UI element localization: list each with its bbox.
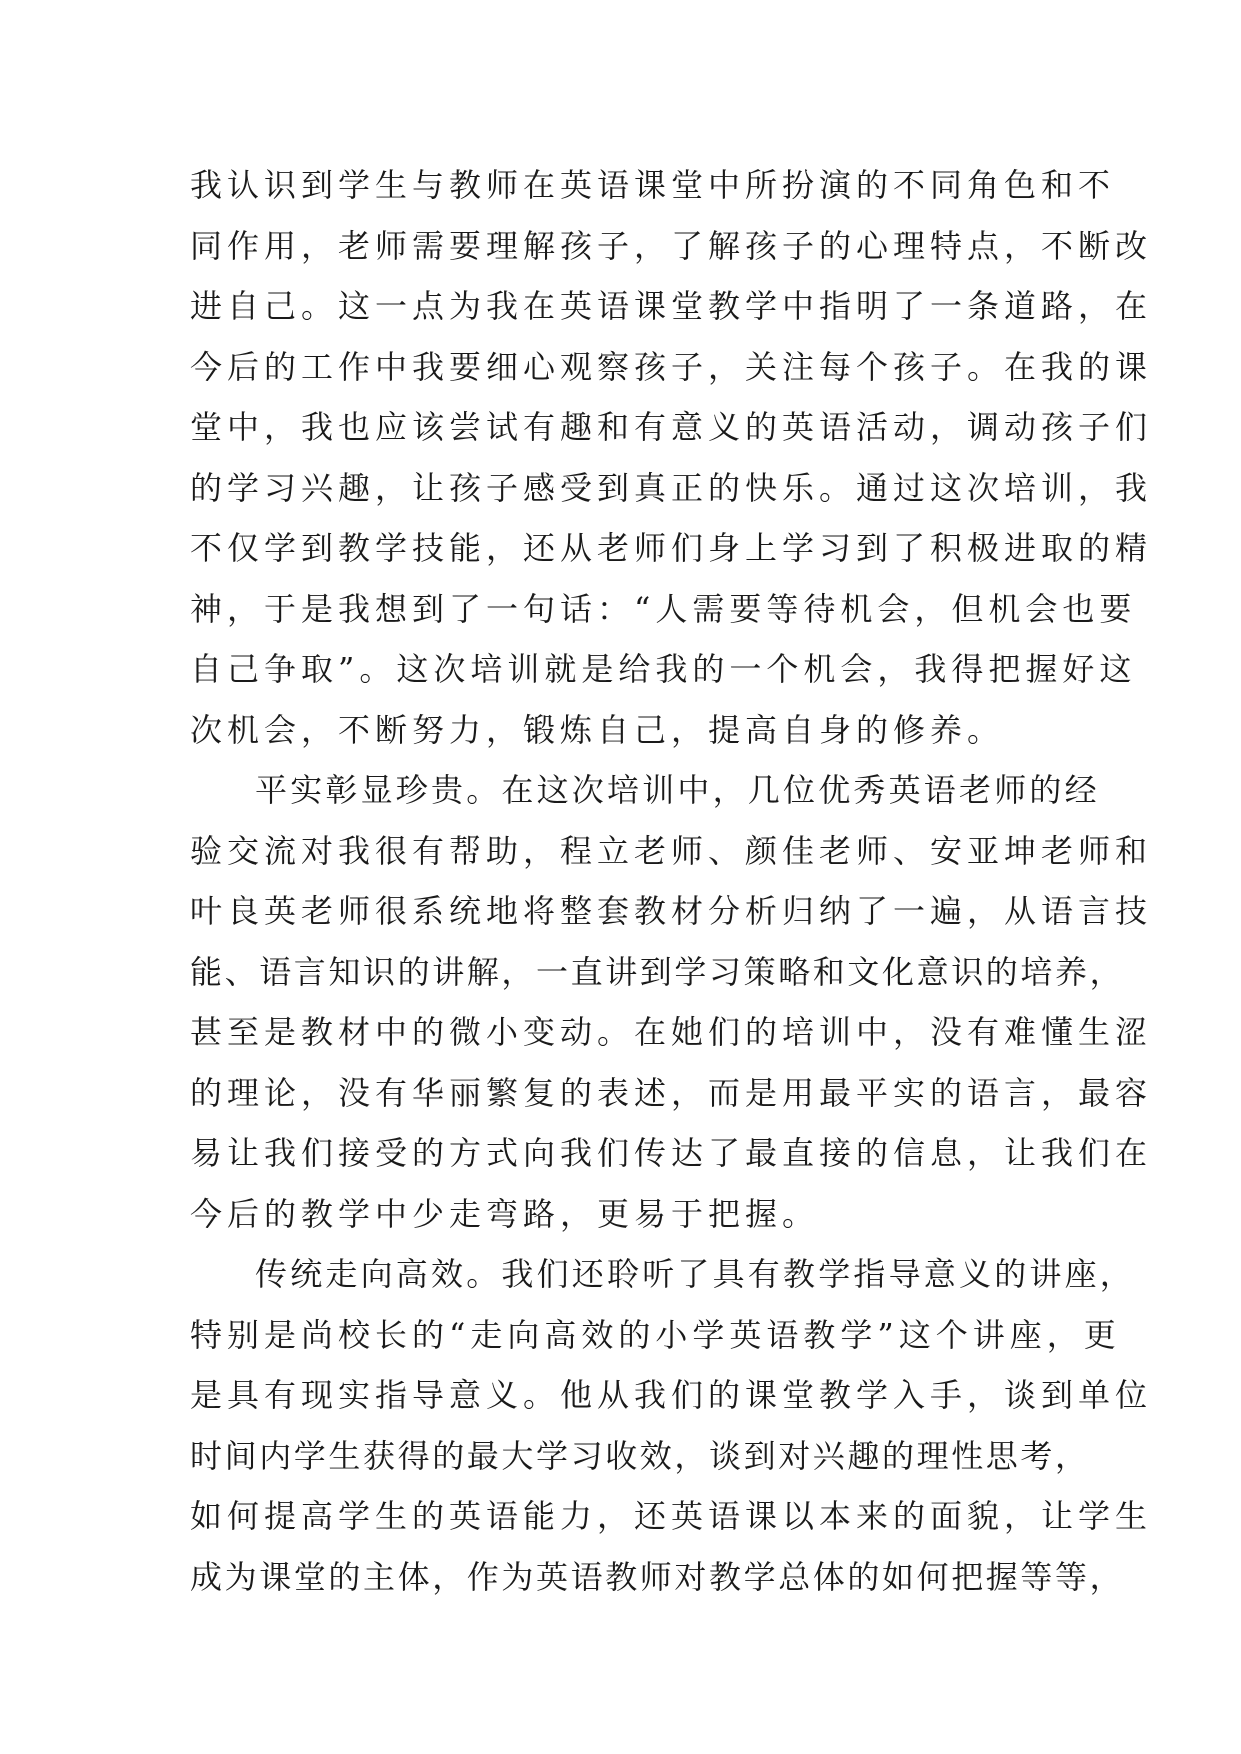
text-line: 易让我们接受的方式向我们传达了最直接的信息，让我们在 [190, 1134, 1153, 1172]
text-line: 我认识到学生与教师在英语课堂中所扮演的不同角色和不 [190, 166, 1116, 204]
text-line: 堂中，我也应该尝试有趣和有意义的英语活动，调动孩子们 [190, 408, 1153, 446]
body-text [190, 155, 1153, 1607]
text-line: 自己争取”。这次培训就是给我的一个机会，我得把握好这 [190, 650, 1137, 688]
text-line: 不仅学到教学技能，还从老师们身上学习到了积极进取的精 [190, 529, 1153, 567]
text-line: 特别是尚校长的“走向高效的小学英语教学”这个讲座，更 [190, 1315, 1121, 1354]
text-line: 的理论，没有华丽繁复的表述，而是用最平实的语言，最容 [190, 1073, 1153, 1112]
paragraph-start-line: 平实彰显珍贵。在这次培训中，几位优秀英语老师的经 [255, 771, 1100, 809]
text-line: 的学习兴趣，让孩子感受到真正的快乐。通过这次培训，我 [190, 468, 1153, 507]
text-line: 同作用，老师需要理解孩子，了解孩子的心理特点，不断改 [190, 226, 1153, 265]
text-line: 今后的工作中我要细心观察孩子，关注每个孩子。在我的课 [190, 347, 1153, 386]
text-line: 神，于是我想到了一句话：“人需要等待机会，但机会也要 [190, 589, 1137, 628]
text-line: 验交流对我很有帮助，程立老师、颜佳老师、安亚坤老师和 [190, 831, 1153, 870]
text-line: 次机会，不断努力，锻炼自己，提高自身的修养。 [190, 710, 1005, 749]
text-line: 成为课堂的主体，作为英语教师对教学总体的如何把握等等， [190, 1557, 1125, 1596]
text-line: 叶良英老师很系统地将整套教材分析归纳了一遍，从语言技 [190, 892, 1153, 930]
paragraph-start-line: 传统走向高效。我们还聆听了具有教学指导意义的讲座， [255, 1255, 1136, 1293]
text-line: 今后的教学中少走弯路，更易于把握。 [190, 1194, 820, 1233]
text-line: 能、语言知识的讲解，一直讲到学习策略和文化意识的培养， [190, 952, 1125, 991]
text-line: 时间内学生获得的最大学习收效，谈到对兴趣的理性思考， [190, 1436, 1090, 1475]
text-line: 是具有现实指导意义。他从我们的课堂教学入手，谈到单位 [190, 1376, 1153, 1414]
text-line: 甚至是教材中的微小变动。在她们的培训中，没有难懂生涩 [190, 1013, 1153, 1051]
text-line: 进自己。这一点为我在英语课堂教学中指明了一条道路，在 [190, 287, 1153, 325]
text-line: 如何提高学生的英语能力，还英语课以本来的面貌，让学生 [190, 1497, 1153, 1535]
